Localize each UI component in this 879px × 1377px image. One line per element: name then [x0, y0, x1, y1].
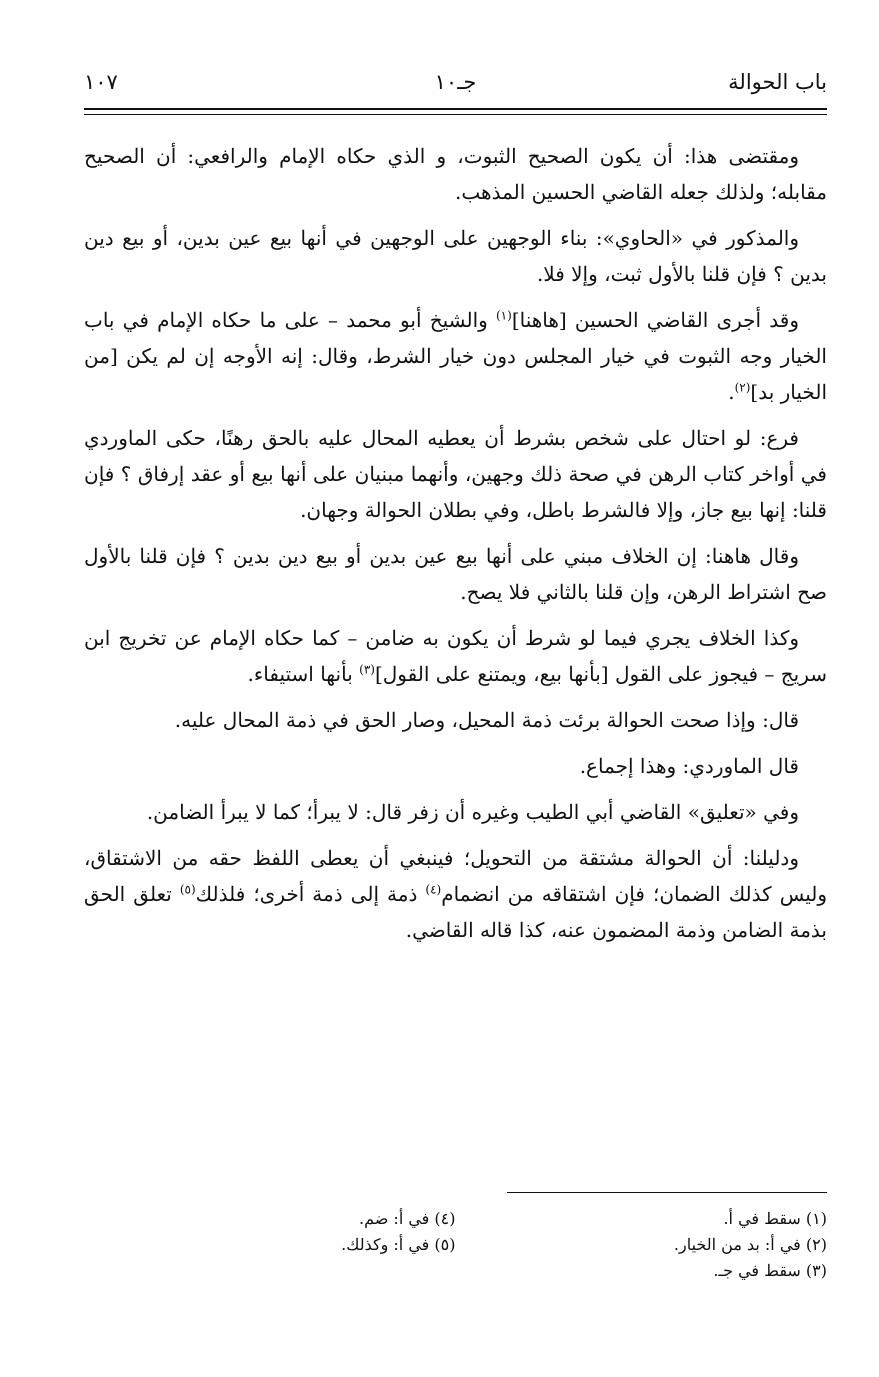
paragraph-10: ودليلنا: أن الحوالة مشتقة من التحويل؛ فينبغي أن يعطى اللفظ حقه من الاشتقاق، وليس كذلك الضمان؛ فإن اشتقاقه من انضمام$^{(٤)}$ ذمة إلى ذمة أخرى؛ فلذلك$^{(٥)}$ تعلق الحق بذمة الضامن وذمة المضمون عنه، كذا قاله القاضي. [84, 846, 827, 942]
paragraph-5: وقال هاهنا: إن الخلاف مبني على أنها بيع عين بدين أو بيع دين بدين ؟ فإن قلنا بالأول صح اشتراط الرهن، وإن قلنا بالثاني فلا يصح. [84, 544, 827, 604]
paragraph-7: قال: وإذا صحت الحوالة برئت ذمة المحيل، وصار الحق في ذمة المحال عليه. [174, 708, 799, 732]
footnote-4: (٤) في أ: ضم. [359, 1209, 456, 1228]
footnote-separator [507, 1192, 827, 1193]
page-number: ١٠٧ [84, 70, 118, 94]
running-header [84, 62, 827, 106]
header-rule-thin [84, 114, 827, 115]
volume-label: جـ١٠ [434, 70, 477, 94]
paragraph-6: وكذا الخلاف يجري فيما لو شرط أن يكون به ضامن – كما حكاه الإمام عن تخريج ابن سريج – فيجوز على القول [بأنها بيع، ويمتنع على القول]$^{(٣)}$ بأنها استيفاء. [84, 626, 827, 686]
footnote-3: (٣) سقط في جـ. [713, 1261, 827, 1280]
header-rule [84, 108, 827, 110]
footnote-2: (٢) في أ: بد من الخيار. [673, 1235, 827, 1254]
footnotes-column-left [84, 1206, 456, 1258]
paragraph-9: وفي «تعليق» القاضي أبي الطيب وغيره أن زفر قال: لا يبرأ؛ كما لا يبرأ الضامن. [146, 800, 799, 824]
footnote-ref: (٣) [359, 662, 375, 677]
paragraph-1: ومقتضى هذا: أن يكون الصحيح الثبوت، و الذي حكاه الإمام والرافعي: أن الصحيح مقابله؛ ولذلك جعله القاضي الحسين المذهب. [84, 144, 827, 204]
main-text [84, 138, 827, 958]
paragraph-4: فرع: لو احتال على شخص بشرط أن يعطيه المحال عليه بالحق رهنًا، حكى الماوردي في أواخر كتاب الرهن في صحة ذلك وجهين، وأنهما مبنيان على أنها بيع أو عقد إرفاق ؟ فإن قلنا: إنها بيع جاز، وإلا فالشرط باطل، وفي بطلان الحوالة وجهان. [84, 426, 827, 522]
footnote-ref: (٢) [734, 380, 751, 395]
paragraph-8: قال الماوردي: وهذا إجماع. [579, 754, 799, 778]
paragraph-3: وقد أجرى القاضي الحسين [هاهنا]$^{(١)}$ والشيخ أبو محمد – على ما حكاه الإمام في باب الخيار وجه الثبوت في خيار المجلس دون خيار الشرط، وقال: إنه الأوجه إن لم يكن [من الخيار بد]$^{(٢)}$. [84, 308, 827, 404]
chapter-title: باب الحوالة [728, 70, 827, 94]
footnote-1: (١) سقط في أ. [723, 1209, 827, 1228]
footnote-ref: (١) [495, 308, 512, 323]
footnotes-column-right [456, 1206, 828, 1284]
footnote-5: (٥) في أ: وكذلك. [341, 1235, 456, 1254]
footnote-ref: (٤) [425, 882, 442, 897]
footnote-ref: (٥) [179, 882, 196, 897]
paragraph-2: والمذكور في «الحاوي»: بناء الوجهين على الوجهين في أنها بيع عين بدين، أو بيع دين بدين ؟ فإن قلنا بالأول ثبت، وإلا فلا. [84, 226, 827, 286]
